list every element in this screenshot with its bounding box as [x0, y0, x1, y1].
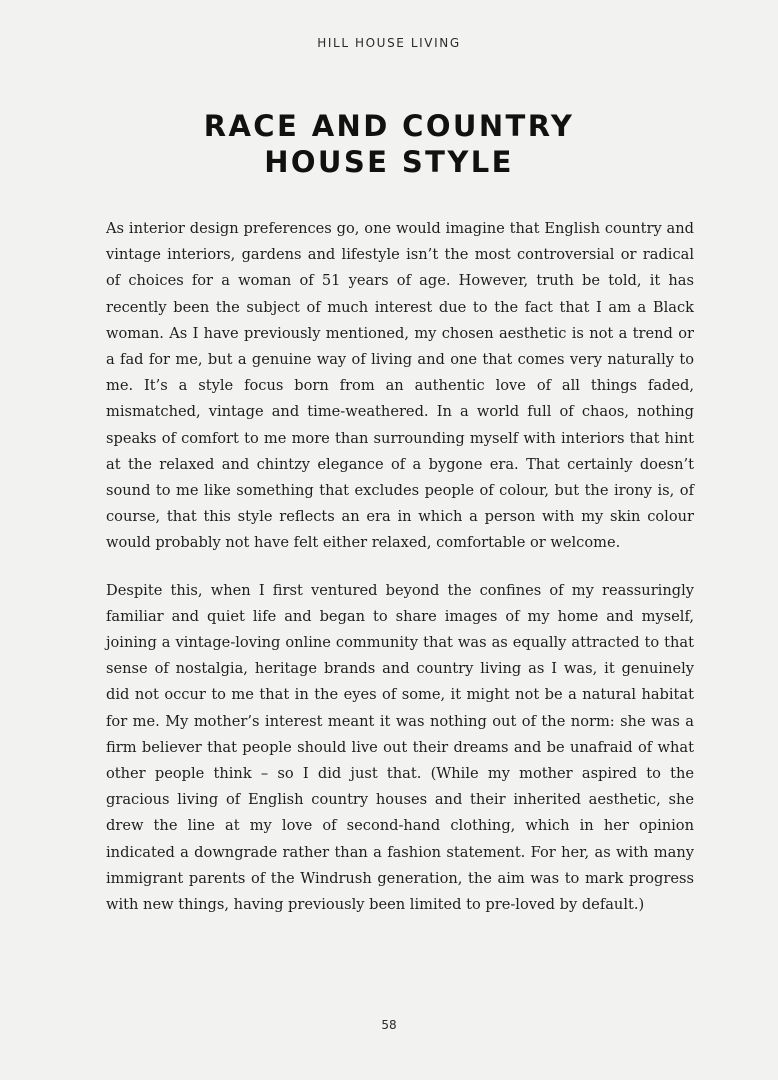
chapter-title [0, 108, 778, 180]
chapter-title-line-2: HOUSE STYLE [264, 145, 514, 179]
running-header: HILL HOUSE LIVING [317, 36, 461, 50]
page-number: 58 [381, 1018, 397, 1032]
chapter-title-line-1: RACE AND COUNTRY [203, 109, 575, 143]
paragraph-2: Despite this, when I first ventured beyond the confines of my reassuringly familiar and quiet life and began to share images of my home and myself, joining a vintage-loving online community that was as equally attracted to that sense of nostalgia, heritage brands and country living as I was, it genuinely did not occur to me that in the eyes of some, it might not be a natural habitat for me. My mother’s interest meant it was nothing out of the norm: she was a firm believer that people should live out their dreams and be unafraid of what other people think – so I did just that. (While my mother aspired to the gracious living of English country houses and their inherited aesthetic, she drew the line at my love of second-hand clothing, which in her opinion indicated a downgrade rather than a fashion statement. For her, as with many immigrant parents of the Windrush generation, the aim was to mark progress with new things, having previously been limited to pre-loved by default.) [106, 581, 694, 914]
paragraph-1: As interior design preferences go, one would imagine that English country and vintage interiors, gardens and lifestyle isn’t the most controversial or radical of choices for a woman of 51 years of age. However, truth be told, it has recently been the subject of much interest due to the fact that I am a Black woman. As I have previously mentioned, my chosen aesthetic is not a trend or a fad for me, but a genuine way of living and one that comes very naturally to me. It’s a style focus born from an authentic love of all things faded, mismatched, vintage and time-weathered. In a world full of chaos, nothing speaks of comfort to me more than surrounding myself with interiors that hint at the relaxed and chintzy elegance of a bygone era. That certainly doesn’t sound to me like something that excludes people of colour, but the irony is, of course, that this style reflects an era in which a person with my skin colour would probably not have felt either relaxed, comfortable or welcome. [106, 220, 694, 552]
body-text [106, 216, 694, 939]
